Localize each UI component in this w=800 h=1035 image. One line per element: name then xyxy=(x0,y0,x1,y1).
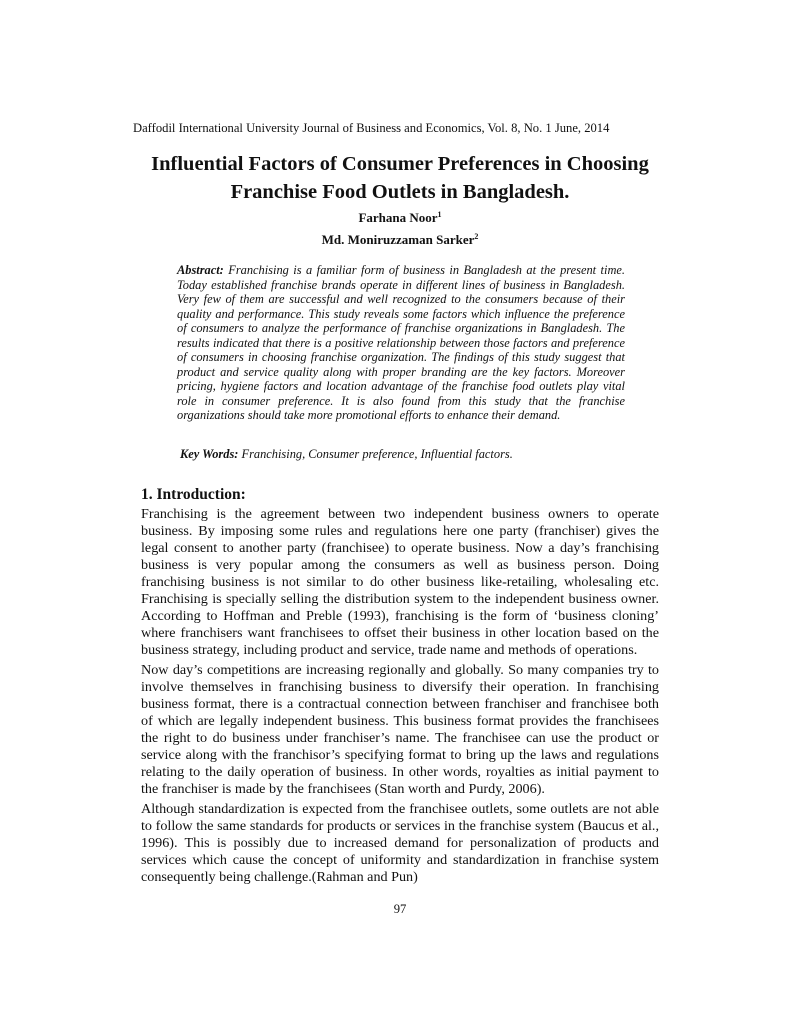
intro-paragraph-3: Although standardization is expected from the franchisee outlets, some outlets are not able to follow the same standards for products or services in the franchise system (Baucus et al., 1996). This is possibly due to increased demand for personalization of products and services which cause the concept of uniformity and standardization in franchise system consequently being challenge.(Rahman and Pun) xyxy=(141,801,659,885)
paper-title-line-1: Influential Factors of Consumer Preferences in Choosing xyxy=(151,153,649,175)
intro-paragraph-2: Now day’s competitions are increasing regionally and globally. So many companies try to involve themselves in franchising business to diversify their operation. In franchising business format, there is a contractual connection between franchiser and franchisee both of which are legally independent business. This business format provides the franchisees the right to do business under franchiser’s name. The franchisee can use the product or service along with the franchisor’s specifying format to bring up the laws and regulations relating to the daily operation of business. In other words, royalties as initial payment to the franchiser is made by the franchisees (Stan worth and Purdy, 2006). xyxy=(141,662,659,797)
author-2-name: Md. Moniruzzaman Sarker xyxy=(321,232,475,247)
abstract-text: Franchising is a familiar form of business in Bangladesh at the present time. Today established franchise brands operate in different lines of business in Bangladesh. Very few of them are successful and well recognized to the consumers because of their quality and performance. This study reveals some factors which influence the preference of consumers to analyze the performance of franchise organizations in Bangladesh. The results indicated that there is a positive relationship between those factors and preference of consumers in choosing franchise organization. The findings of this study suggest that product and service quality along with proper branding are the key factors. Moreover pricing, hygiene factors and location advantage of the franchise food outlets play vital role in consumer preference. It is also found from this study that the franchise organizations should take more promotional efforts to enhance their demand. xyxy=(177,263,625,423)
author-2-affiliation-mark: 2 xyxy=(474,232,479,241)
page-number: 97 xyxy=(393,902,407,916)
abstract-label: Abstract: xyxy=(177,263,224,277)
keywords xyxy=(180,447,630,462)
paper-title-line-2: Franchise Food Outlets in Bangladesh. xyxy=(230,181,570,203)
author-1-name: Farhana Noor xyxy=(358,210,438,225)
author-2 xyxy=(100,232,700,248)
keywords-label: Key Words: xyxy=(180,447,239,461)
section-heading-introduction: 1. Introduction: xyxy=(141,486,246,503)
paper-title xyxy=(100,150,700,206)
running-header: Daffodil International University Journal of Business and Economics, Vol. 8, No. 1 June, 2014 xyxy=(133,121,610,135)
keywords-text: Franchising, Consumer preference, Influential factors. xyxy=(241,447,513,461)
author-1 xyxy=(100,210,700,226)
intro-paragraph-1: Franchising is the agreement between two independent business owners to operate business. By imposing some rules and regulations here one party (franchiser) gives the legal consent to another party (franchisee) to operate business. Now a day’s franchising business is very popular among the consumers as well as business person. Doing franchising business is not similar to do other business like-retailing, wholesaling etc. Franchising is specially selling the distribution system to the independent business owner. According to Hoffman and Preble (1993), franchising is the form of ‘business cloning’ where franchisers want franchisees to offset their business in other location based on the business strategy, including product and service, trade name and methods of operations. xyxy=(141,506,659,658)
abstract xyxy=(177,263,625,423)
author-1-affiliation-mark: 1 xyxy=(437,210,442,219)
